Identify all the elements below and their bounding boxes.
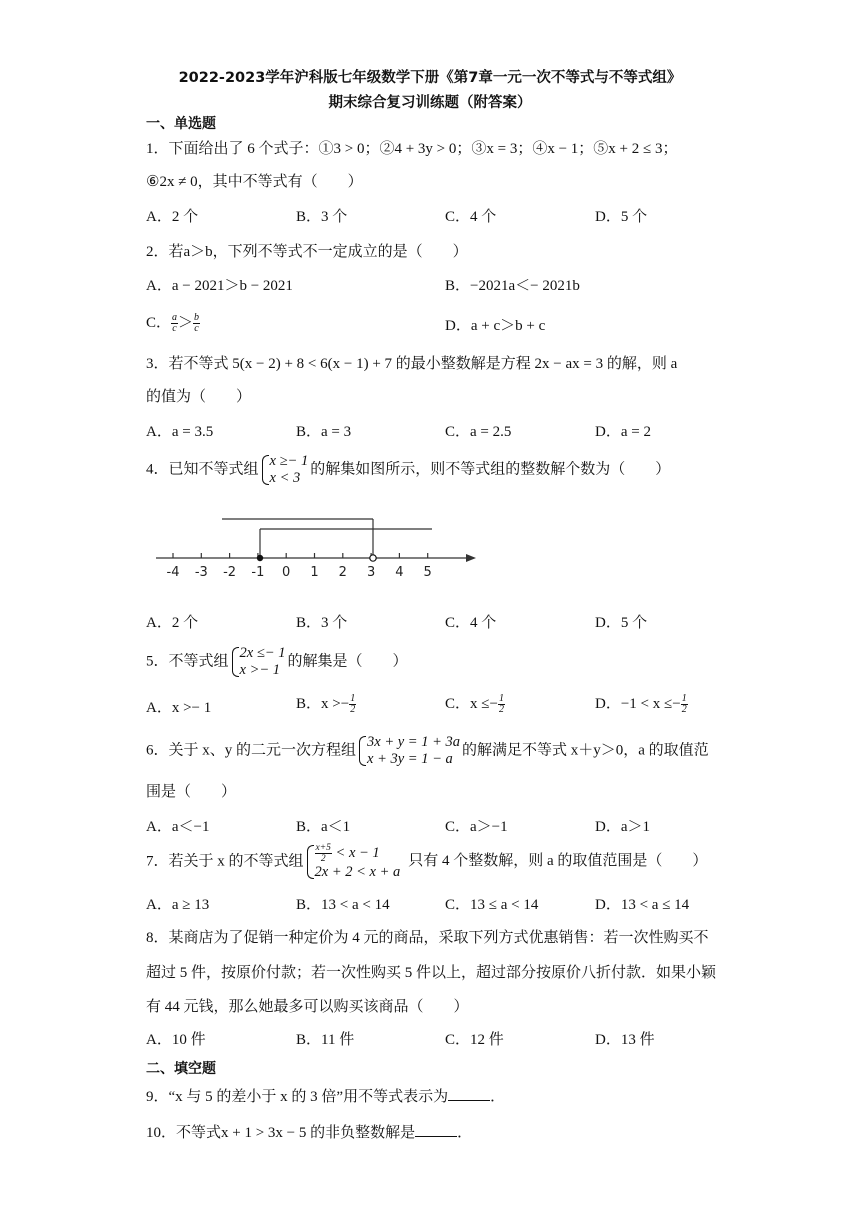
q4-system: x ≥− 1 x < 3 (261, 453, 309, 487)
q6-stem-line-1 (146, 734, 709, 768)
q8-stem-line-3: 有 44 元钱，那么她最多可以购买该商品（ ） (146, 999, 469, 1015)
q1-option-a: A．2 个 (146, 209, 199, 225)
section-fill-blank: 二、填空题 (146, 1061, 216, 1077)
q4-option-b: B．3 个 (296, 615, 348, 631)
q4-option-a: A．2 个 (146, 615, 199, 631)
q5-option-d: D．−1 < x ≤− $\frac{1}{2}$ (595, 693, 687, 716)
q6-system: 3x + y = 1 + 3a x + 3y = 1 − a (358, 734, 460, 768)
q7-option-d: D．13 < a ≤ 14 (595, 897, 690, 913)
q4-stem (146, 453, 670, 487)
q4-option-d: D．5 个 (595, 615, 648, 631)
q4-open-dot (370, 555, 376, 561)
q7-option-b: B．13 < a < 14 (296, 897, 390, 913)
q3-option-a: A．a = 3.5 (146, 424, 214, 440)
q6-stem-line-2: 围是（ ） (146, 784, 237, 800)
q8-option-b: B．11 件 (296, 1032, 355, 1048)
q4-tick-label: 2 (338, 565, 347, 580)
q5-c-frac: $\frac{1}{2}$ (498, 693, 504, 716)
q1-option-d: D．5 个 (595, 209, 648, 225)
q2-c-sign: ＞ (178, 315, 194, 331)
q4-ticks (167, 553, 432, 580)
q7-stem (146, 843, 707, 881)
q6-option-b: B．a＜1 (296, 819, 351, 835)
q7-option-c: C．13 ≤ a < 14 (445, 897, 539, 913)
q4-option-c: C．4 个 (445, 615, 497, 631)
q4-closed-dot (257, 555, 263, 561)
q4-number-line (150, 512, 480, 584)
q10-end: ． (457, 1125, 473, 1141)
q7-system-row-2: 2x + 2 < x + a (314, 864, 401, 880)
q7-system (306, 843, 401, 881)
q7-option-a: A．a ≥ 13 (146, 897, 210, 913)
q9-text: 9．“x 与 5 的差小于 x 的 3 倍”用不等式表示为 (146, 1089, 449, 1105)
q4-tick-label: 3 (366, 565, 376, 580)
q10-text: 10．不等式x + 1 > 3x − 5 的非负整数解是 (146, 1125, 416, 1141)
q3-stem-line-1: 3．若不等式 5(x − 2) + 8 < 6(x − 1) + 7 的最小整数解是方程 2x − ax = 3 的解，则 a (146, 356, 678, 372)
q4-tick-label: -2 (223, 565, 237, 580)
q6-option-c: C．a＞−1 (445, 819, 508, 835)
q5-prefix: 5．不等式组 (146, 653, 229, 670)
q9-stem (146, 1086, 505, 1107)
q8-option-c: C．12 件 (445, 1032, 504, 1048)
q2-option-d: D．a + c＞b + c (445, 318, 546, 334)
q6-prefix: 6．关于 x、y 的二元一次方程组 (146, 742, 357, 759)
q4-tick-label: 5 (423, 565, 432, 580)
q8-option-a: A．10 件 (146, 1032, 206, 1048)
q3-option-b: B．a = 3 (296, 424, 352, 440)
q7-suffix: 只有 4 个整数解，则 a 的取值范围是（ ） (408, 853, 708, 870)
section-single-choice: 一、单选题 (146, 116, 216, 132)
q7-prefix: 7．若关于 x 的不等式组 (146, 853, 304, 870)
q6-suffix: 的解满足不等式 x＋y＞0，a 的取值范 (462, 742, 709, 759)
q3-option-c: C．a = 2.5 (445, 424, 512, 440)
q9-answer-blank[interactable] (448, 1086, 490, 1101)
q1-option-c: C．4 个 (445, 209, 497, 225)
q8-stem-line-2: 超过 5 件，按原价付款；若一次性购买 5 件以上，超过部分按原价八折付款．如果小颖 (146, 965, 717, 981)
q10-stem (146, 1122, 472, 1143)
q10-answer-blank[interactable] (415, 1122, 457, 1137)
q4-tick-label: -4 (166, 565, 180, 580)
q2-option-b: B．−2021a＜− 2021b (445, 278, 580, 294)
q5-option-a: A．x >− 1 (146, 700, 212, 716)
q5-b-frac: $\frac{1}{2}$ (350, 693, 356, 716)
q2-option-c-label: C． (146, 315, 172, 331)
q4-suffix: 的解集如图所示，则不等式组的整数解个数为（ ） (310, 461, 671, 478)
q1-stem-line-1: 1．下面给出了 6 个式子：①3 > 0；②4 + 3y > 0；③x = 3；④x − 1；⑤x + 2 ≤ 3； (146, 141, 678, 157)
q2-option-c (146, 313, 200, 334)
q5-suffix: 的解集是（ ） (287, 653, 408, 670)
q9-end: ． (490, 1089, 506, 1105)
q4-tick-label: 0 (282, 565, 291, 580)
q2-stem: 2．若a＞b，下列不等式不一定成立的是（ ） (146, 244, 468, 260)
q2-frac-left: $\frac{a}{c}$ (172, 312, 178, 335)
q4-tick-label: 4 (395, 565, 404, 580)
title-line-2: 期末综合复习训练题（附答案） (328, 95, 532, 111)
q8-stem-line-1: 8．某商店为了促销一种定价为 4 元的商品，采取下列方式优惠销售：若一次性购买不 (146, 930, 709, 946)
q5-option-b: B．x >− $\frac{1}{2}$ (296, 693, 356, 716)
q5-d-frac: $\frac{1}{2}$ (681, 693, 687, 716)
q4-prefix: 4．已知不等式组 (146, 461, 259, 478)
q6-option-d: D．a＞1 (595, 819, 650, 835)
q4-axis-arrow (466, 554, 476, 562)
q1-stem-line-2: ⑥2x ≠ 0，其中不等式有（ ） (146, 174, 363, 190)
q3-option-d: D．a = 2 (595, 424, 651, 440)
q7-system-row-1: $\frac{x+5}{2}$ < x − 1 (315, 843, 380, 864)
q6-option-a: A．a＜−1 (146, 819, 210, 835)
title-line-1: 2022-2023学年沪科版七年级数学下册《第7章一元一次不等式与不等式组》 (178, 70, 682, 86)
q4-tick-label: -3 (194, 565, 208, 580)
q4-tick-label: -1 (251, 565, 265, 580)
q8-option-d: D．13 件 (595, 1032, 655, 1048)
q2-frac-right: $\frac{b}{c}$ (194, 312, 200, 335)
q5-system: 2x ≤− 1 x >− 1 (231, 645, 286, 679)
q5-stem (146, 645, 407, 679)
q5-option-c: C．x ≤− $\frac{1}{2}$ (445, 693, 504, 716)
q3-stem-line-2: 的值为（ ） (146, 389, 252, 405)
q1-option-b: B．3 个 (296, 209, 348, 225)
q2-option-a: A．a − 2021＞b − 2021 (146, 278, 293, 294)
q4-tick-label: 1 (310, 565, 319, 580)
